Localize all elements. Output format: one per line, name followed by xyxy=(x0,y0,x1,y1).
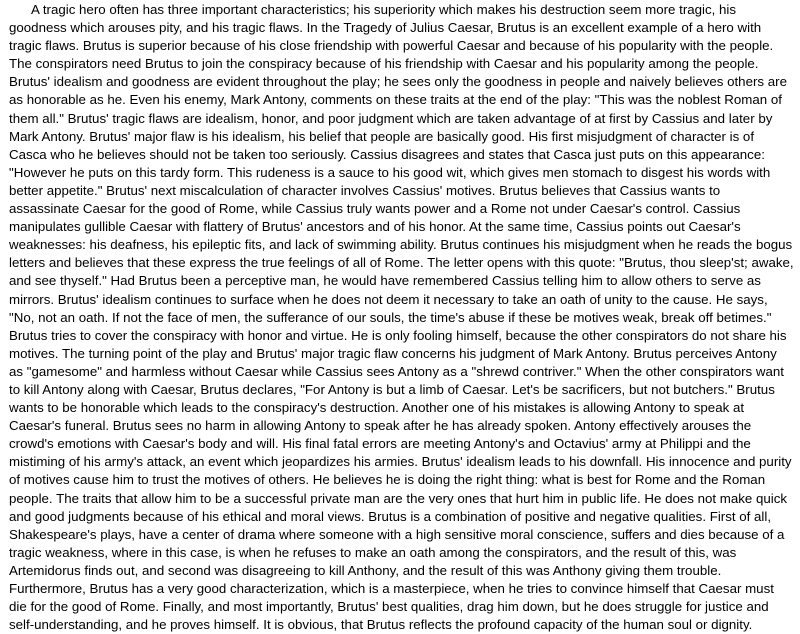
essay-paragraph: A tragic hero often has three important characteristics; his superiority which makes his destruction seem more tragic, his goodness which arouses pity, and his tragic flaws. In the Tragedy of Julius Caesar, Brutus is an excellent example of a hero with tragic flaws. Brutus is superior because of his close friendship with powerful Caesar and because of his popularity with the people. The conspirators need Brutus to join the conspiracy because of his friendship with Caesar and his popularity among the people. Brutus' idealism and goodness are evident throughout the play; he sees only the goodness in people and naively believes others are as honorable as he. Even his enemy, Mark Antony, comments on these traits at the end of the play: "This was the noblest Roman of them all." Brutus' tragic flaws are idealism, honor, and poor judgment which are taken advantage of at first by Cassius and later by Mark Antony. Brutus' major flaw is his idealism, his belief that people are basically good. His first misjudgment of character is of Casca who he believes should not be taken too seriously. Cassius disagrees and states that Casca just puts on this appearance: "However he puts on this tardy form. This rudeness is a sauce to his good wit, which gives men stomach to disgest his words with better appetite." Brutus' next miscalculation of character involves Cassius' motives. Brutus believes that Cassius wants to assassinate Caesar for the good of Rome, while Cassius truly wants power and a Rome not under Caesar's control. Cassius manipulates gullible Caesar with flattery of Brutus' ancestors and of his honor. At the same time, Cassius points out Caesar's weaknesses: his deafness, his epileptic fits, and lack of swimming ability. Brutus continues his misjudgment when he reads the bogus letters and believes that these express the true feelings of all of Rome. The letter opens with this quote: "Brutus, thou sleep'st; awake, and see thyself." Had Brutus been a perceptive man, he would have remembered Cassius telling him to allow others to serve as mirrors. Brutus' idealism continues to surface when he does not deem it necessary to take an oath of unity to the cause. He says, "No, not an oath. If not the face of men, the sufferance of our souls, the time's abuse if these be motives weak, break off betimes." Brutus tries to cover the conspiracy with honor and virtue. He is only fooling himself, because the other conspirators do not share his motives. The turning point of the play and Brutus' major tragic flaw concerns his judgment of Mark Antony. Brutus perceives Antony as "gamesome" and harmless without Caesar while Cassius sees Antony as a "shrewd contriver." When the other conspirators want to kill Antony along with Caesar, Brutus declares, "For Antony is but a limb of Caesar. Let's be sacrificers, but not butchers." Brutus wants to be honorable which leads to the conspiracy's destruction. Another one of his mistakes is allowing Antony to speak at Caesar's funeral. Brutus sees no harm in allowing Antony to speak after he has already spoken. Antony effectively arouses the crowd's emotions with Caesar's body and will. His final fatal errors are meeting Antony's and Octavius' army at Philippi and the mistiming of his army's attack, an event which jeopardizes his armies. Brutus' idealism leads to his downfall. His innocence and purity of motives cause him to trust the motives of others. He believes he is doing the right thing: what is best for Rome and the Roman people. The traits that allow him to be a successful private man are the very ones that hurt him in public life. He does not make quick and good judgments because of his ethical and moral views. Brutus is a combination of positive and negative qualities. First of all, Shakespeare's plays, have a center of drama where someone with a high sensitive moral conscience, suffers and dies because of a tragic weakness, where in this case, is when he refuses to make an oath among the conspirators, and the result of this, was Artemidorus finds out, and second was disagreeing to kill Anthony, and the result of this was Anthony giving them trouble. Furthermore, Brutus has a very good characterization, which is a masterpiece, when he tries to convince himself that Caesar must die for the good of Rome. Finally, and most importantly, Brutus' best qualities, drag him down, but he does struggle for justice and self-understanding, and he proves himself. It is obvious, that Brutus reflects the profound capacity of the human soul or dignity. xyxy=(9,2,794,633)
